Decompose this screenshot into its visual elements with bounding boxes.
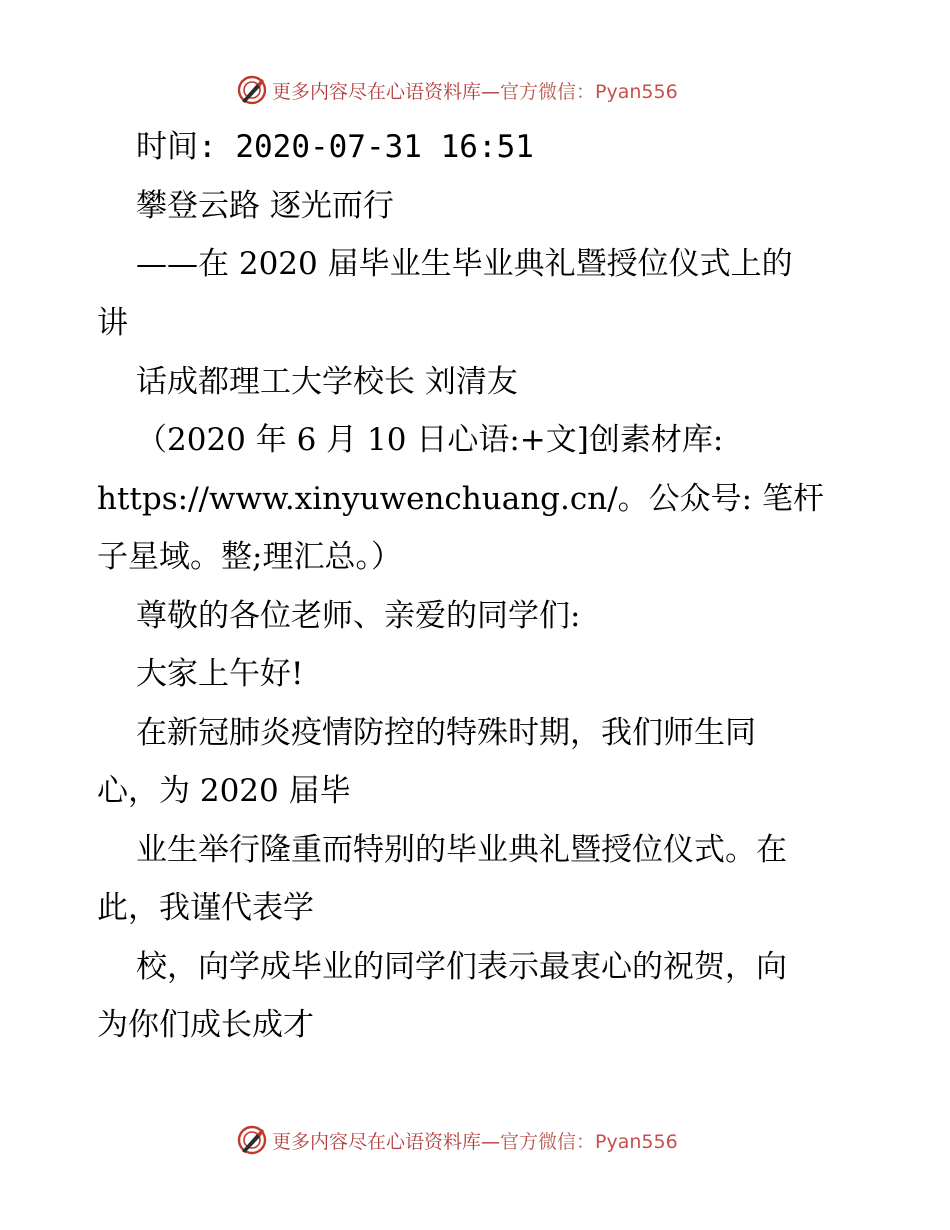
header-banner-main: 更多内容尽在心语资料库 bbox=[272, 80, 482, 103]
subtitle-line-1: ——在 2020 届毕业生毕业典礼暨授位仪式上的 bbox=[136, 246, 793, 282]
footer-banner-official: 官方微信： bbox=[500, 1130, 596, 1153]
para3-line-2: 为你们成长成才 bbox=[97, 1007, 314, 1043]
speaker-line: 话成都理工大学校长 刘清友 bbox=[136, 364, 518, 400]
note-line-3: 子星域。整;理汇总。） bbox=[97, 539, 402, 575]
para2-line-1: 业生举行隆重而特别的毕业典礼暨授位仪式。在 bbox=[136, 832, 787, 868]
footer-banner-separator: — bbox=[481, 1130, 501, 1153]
salutation: 尊敬的各位老师、亲爱的同学们: bbox=[136, 598, 581, 634]
pen-logo-icon bbox=[236, 1124, 268, 1156]
para2-line-2: 此，我谨代表学 bbox=[97, 890, 314, 926]
footer-banner-wechat-id: Pyan556 bbox=[595, 1130, 678, 1153]
greeting: 大家上午好! bbox=[136, 656, 304, 692]
para3-line-1: 校，向学成毕业的同学们表示最衷心的祝贺，向 bbox=[136, 949, 787, 985]
para1-line-2: 心，为 2020 届毕 bbox=[97, 773, 351, 809]
footer-banner-text bbox=[272, 1127, 678, 1154]
time-line: 时间: 2020-07-31 16:51 bbox=[136, 129, 534, 165]
note-line-2: https://www.xinyuwenchuang.cn/。公众号: 笔杆 bbox=[97, 481, 824, 517]
para1-line-1: 在新冠肺炎疫情防控的特殊时期，我们师生同 bbox=[136, 715, 756, 751]
document-title: 攀登云路 逐光而行 bbox=[136, 188, 394, 224]
footer-banner-main: 更多内容尽在心语资料库 bbox=[272, 1130, 482, 1153]
footer-banner bbox=[236, 1123, 678, 1157]
header-banner-wechat-id: Pyan556 bbox=[595, 80, 678, 103]
header-banner-official: 官方微信： bbox=[500, 80, 596, 103]
header-banner-separator: — bbox=[481, 80, 501, 103]
subtitle-line-2: 讲 bbox=[97, 305, 128, 341]
note-line-1: （2020 年 6 月 10 日心语:+文]创素材库: bbox=[136, 422, 724, 458]
